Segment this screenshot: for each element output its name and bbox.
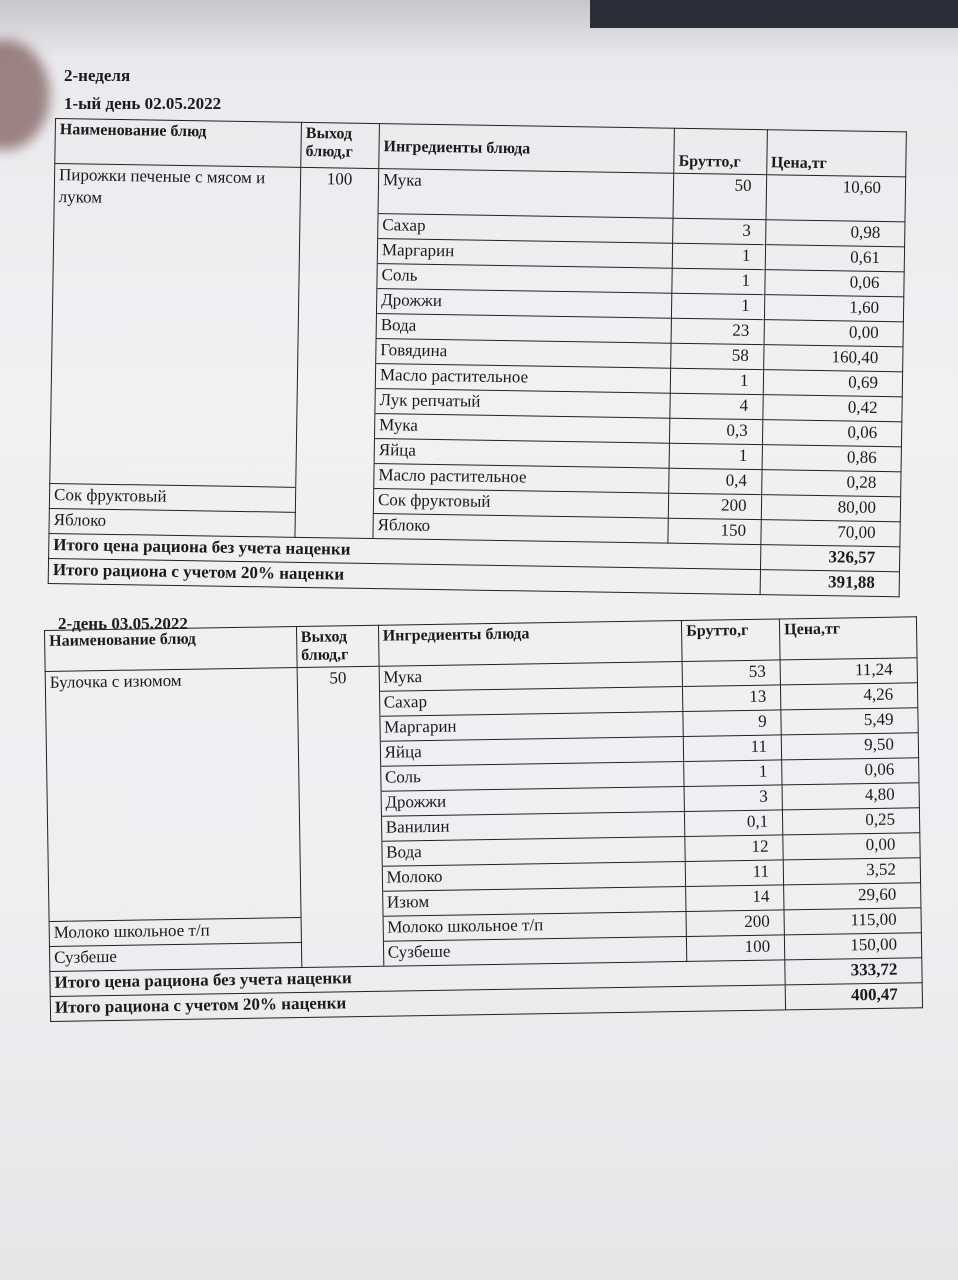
brutto-value: 1 [669, 443, 762, 469]
dish-name: Булочка с изюмом [45, 668, 297, 697]
header-ingredients: Ингредиенты блюда [378, 620, 682, 666]
price-value: 10,60 [766, 175, 906, 222]
brutto-value: 9 [683, 710, 781, 737]
brutto-value: 1 [672, 293, 765, 319]
dish-output [301, 941, 383, 967]
dish-output [300, 212, 378, 238]
ingredient-name: Соль [380, 761, 684, 791]
total-label: Итого цена рациона без учета наценки [49, 533, 761, 569]
total-label: Итого цена рациона без учета наценки [50, 960, 785, 997]
dish-output: 100 [300, 167, 379, 213]
dish-name [51, 383, 297, 412]
dish-output [298, 766, 380, 792]
dish-output [296, 462, 374, 488]
dish-name [54, 208, 300, 237]
markup-label: Итого рациона с учетом 20% наценки [50, 985, 785, 1022]
brutto-value: 0,3 [670, 418, 763, 444]
brutto-value: 11 [683, 735, 781, 762]
ingredient-name: Соль [377, 263, 673, 293]
price-value: 5,49 [781, 708, 918, 735]
dish-output [298, 312, 376, 338]
price-value: 0,69 [763, 369, 903, 396]
brutto-value: 11 [685, 860, 783, 887]
price-value: 0,86 [762, 444, 902, 471]
header-price: Цена,тг [780, 617, 918, 660]
day1-rows [49, 164, 906, 547]
dish-name: Яблоко [49, 508, 295, 537]
dish-output [296, 437, 374, 463]
price-value: 160,40 [763, 344, 903, 371]
dish-output [301, 916, 383, 942]
ingredient-name: Мука [379, 661, 683, 691]
markup-value: 391,88 [760, 569, 900, 596]
dish-output [299, 262, 377, 288]
day1-menu-table [48, 118, 907, 597]
price-value: 0,00 [783, 833, 920, 860]
dish-output [298, 716, 380, 742]
dish-name [51, 358, 297, 387]
ingredient-name: Ванилин [381, 811, 685, 841]
ingredient-name: Яйца [374, 438, 670, 468]
ingredient-name: Сок фруктовый [373, 488, 669, 518]
brutto-value: 13 [683, 685, 781, 712]
header-dish: Наименование блюд [55, 119, 302, 168]
day2-title: 2-день 03.05.2022 [58, 614, 188, 633]
price-value: 0,98 [765, 219, 905, 246]
price-value: 0,61 [765, 244, 905, 271]
brutto-value: 3 [684, 785, 782, 812]
ingredient-name: Изюм [382, 886, 686, 916]
dish-name: Сок фруктовый [49, 483, 295, 512]
price-value: 0,00 [764, 319, 904, 346]
brutto-value: 150 [668, 518, 761, 544]
dish-output [297, 387, 375, 413]
dish-name: Пирожки печеные с мясом и луком [54, 164, 301, 212]
brutto-value: 3 [673, 218, 766, 244]
price-value: 4,80 [782, 783, 919, 810]
dish-output [295, 512, 373, 538]
brutto-value: 100 [687, 935, 785, 962]
price-value: 29,60 [784, 883, 921, 910]
dish-output [297, 412, 375, 438]
ingredient-name: Яйца [380, 736, 684, 766]
total-value: 326,57 [760, 544, 900, 571]
brutto-value: 53 [682, 660, 780, 687]
price-value: 150,00 [784, 933, 921, 960]
price-value: 0,42 [762, 394, 902, 421]
ingredient-name: Молоко школьное т/п [383, 911, 687, 941]
dish-name [53, 283, 299, 312]
price-value: 0,06 [764, 269, 904, 296]
day1-title: 1-ый день 02.05.2022 [64, 94, 222, 113]
ingredient-name: Вода [376, 313, 672, 343]
brutto-value: 1 [672, 268, 765, 294]
price-value: 0,28 [761, 469, 901, 496]
price-value: 3,52 [783, 858, 920, 885]
brutto-value: 58 [671, 343, 764, 369]
dish-output: 50 [297, 666, 379, 692]
brutto-value: 4 [670, 393, 763, 419]
ingredient-name: Мука [378, 169, 674, 218]
ingredient-name: Маргарин [377, 238, 673, 268]
dish-output [295, 487, 373, 513]
ingredient-name: Маргарин [380, 711, 684, 741]
header-price: Цена,тг [766, 130, 906, 177]
ingredient-name: Говядина [376, 338, 672, 368]
brutto-value: 50 [673, 173, 766, 219]
ingredient-name: Молоко [382, 861, 686, 891]
markup-value: 400,47 [785, 983, 922, 1010]
ingredient-name: Масло растительное [374, 463, 670, 493]
markup-label: Итого рациона с учетом 20% наценки [48, 558, 760, 594]
ingredient-name: Мука [374, 413, 670, 443]
brutto-value: 0,1 [685, 810, 783, 837]
dish-output [300, 866, 382, 892]
price-value: 70,00 [760, 519, 900, 546]
dish-output [299, 287, 377, 313]
dish-name: Молоко школьное т/п [49, 918, 301, 947]
day2-menu-table [44, 616, 923, 1022]
price-value: 80,00 [761, 494, 901, 521]
dish-name [52, 333, 298, 362]
header-output: Выход блюд,г [296, 625, 379, 667]
week-label: 2-неделя [64, 66, 131, 85]
dish-output [299, 791, 381, 817]
brutto-value: 1 [684, 760, 782, 787]
price-value: 115,00 [784, 908, 921, 935]
dish-output [298, 337, 376, 363]
brutto-value: 0,4 [669, 468, 762, 494]
price-value: 0,06 [762, 419, 902, 446]
ingredient-name: Сахар [378, 213, 674, 243]
price-value: 11,24 [780, 658, 917, 685]
price-value: 9,50 [781, 733, 918, 760]
dish-name [53, 258, 299, 287]
dish-name: Сузбеше [49, 942, 301, 971]
price-value: 0,25 [783, 808, 920, 835]
ingredient-name: Сахар [379, 686, 683, 716]
dish-output [297, 362, 375, 388]
ingredient-name: Лук репчатый [375, 388, 671, 418]
brutto-value: 200 [686, 910, 784, 937]
ingredient-name: Сузбеше [383, 936, 687, 966]
background-object [590, 0, 958, 28]
header-brutto: Брутто,г [682, 619, 781, 662]
brutto-value: 200 [669, 493, 762, 519]
dish-output [300, 841, 382, 867]
header-dish: Наименование блюд [45, 627, 297, 672]
price-value: 0,06 [782, 758, 919, 785]
price-value: 4,26 [781, 683, 918, 710]
dish-name [50, 458, 296, 487]
day2-rows [45, 658, 922, 972]
dish-output [299, 237, 377, 263]
dish-name [53, 233, 299, 262]
brutto-value: 1 [672, 243, 765, 269]
ingredient-name: Вода [381, 836, 685, 866]
dish-output [297, 691, 379, 717]
header-ingredients: Ингредиенты блюда [379, 124, 675, 174]
brutto-value: 14 [686, 885, 784, 912]
dish-output [300, 891, 382, 917]
price-value: 1,60 [764, 294, 904, 321]
ingredient-name: Дрожжи [376, 288, 672, 318]
ingredient-name: Яблоко [373, 513, 669, 543]
brutto-value: 12 [685, 835, 783, 862]
brutto-value: 1 [671, 368, 764, 394]
ingredient-name: Масло растительное [375, 363, 671, 393]
dish-name [52, 308, 298, 337]
dish-name [50, 433, 296, 462]
dish-output [298, 741, 380, 767]
dish-output [299, 816, 381, 842]
total-value: 333,72 [785, 958, 922, 985]
header-output: Выход блюд,г [301, 122, 380, 168]
ingredient-name: Дрожжи [381, 786, 685, 816]
brutto-value: 23 [671, 318, 764, 344]
header-brutto: Брутто,г [674, 128, 767, 174]
dish-name [51, 408, 297, 437]
